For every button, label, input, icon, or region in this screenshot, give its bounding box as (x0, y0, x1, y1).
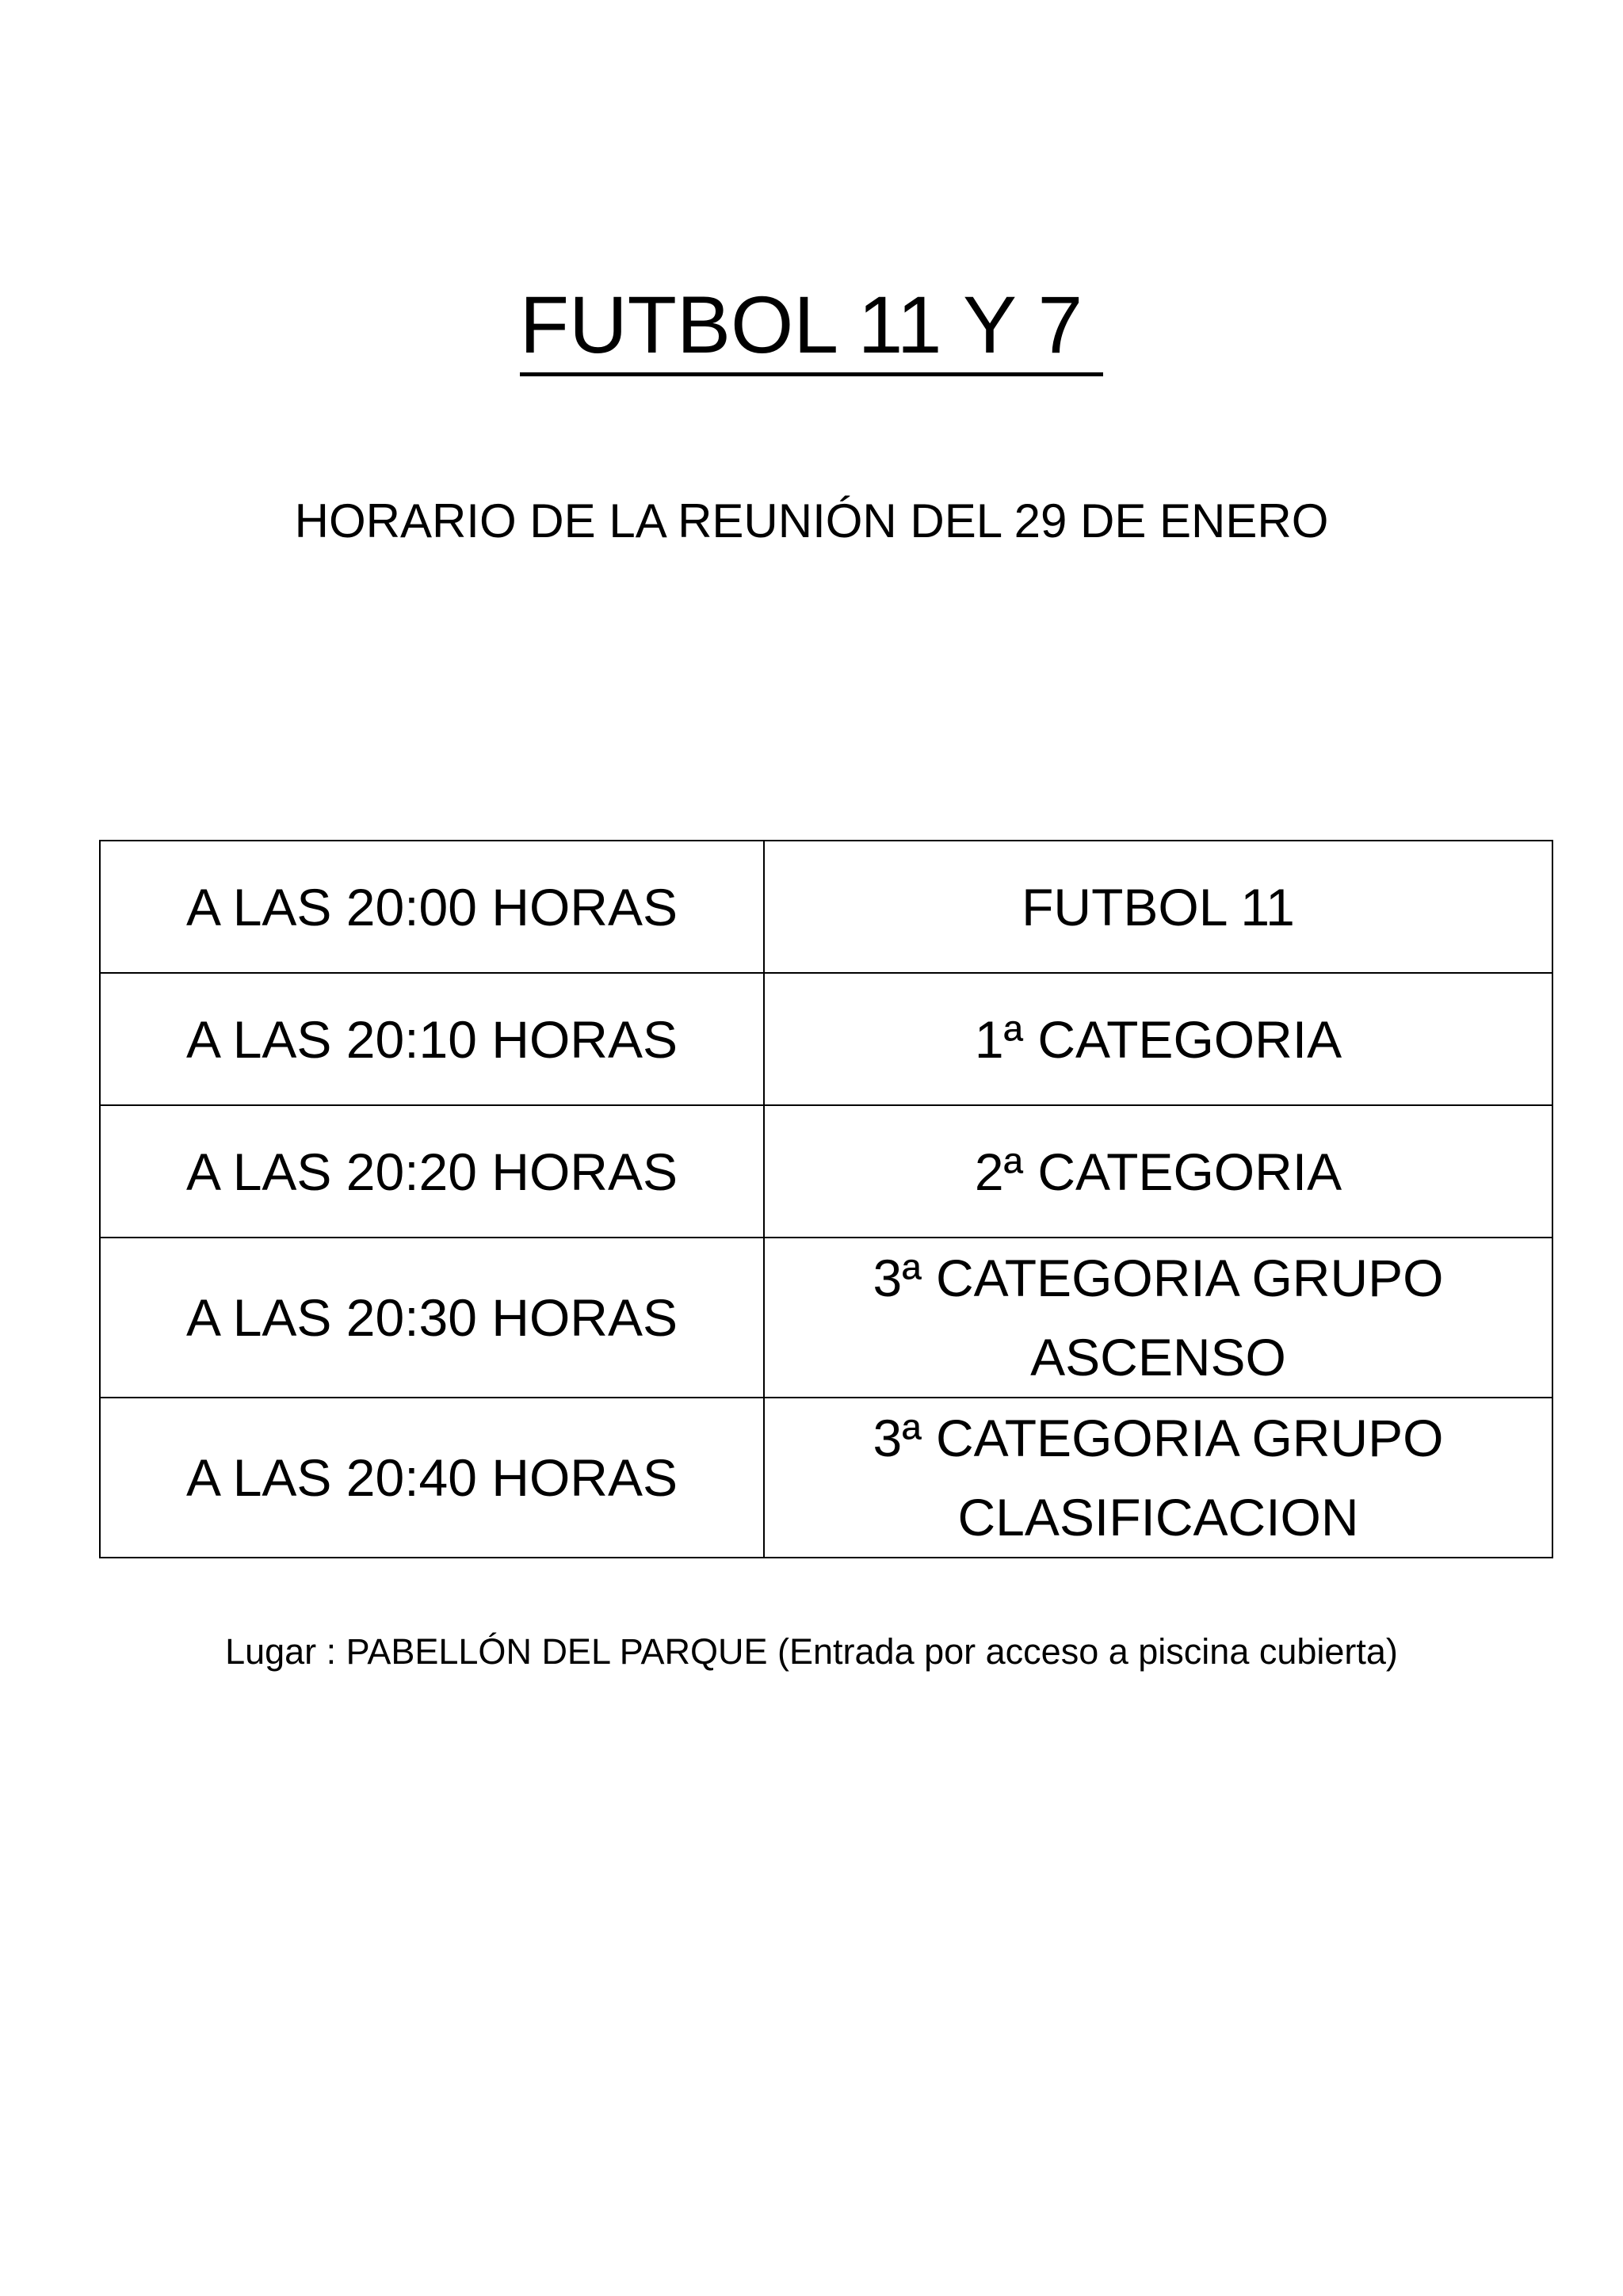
category-cell: 2ª CATEGORIA (764, 1105, 1552, 1238)
page-title (0, 273, 1623, 376)
location-note: Lugar : PABELLÓN DEL PARQUE (Entrada por acceso a piscina cubierta) (225, 1631, 1398, 1672)
page-subtitle: HORARIO DE LA REUNIÓN DEL 29 DE ENERO (294, 494, 1329, 547)
time-cell: A LAS 20:00 HORAS (100, 841, 764, 973)
time-cell: A LAS 20:40 HORAS (100, 1398, 764, 1558)
category-cell (764, 1238, 1552, 1398)
time-cell: A LAS 20:10 HORAS (100, 973, 764, 1105)
category-line: ASCENSO (1030, 1328, 1286, 1386)
schedule-table (99, 840, 1553, 1558)
category-line: CLASIFICACION (957, 1488, 1359, 1547)
table-row (100, 1398, 1552, 1558)
category-cell: FUTBOL 11 (764, 841, 1552, 973)
table-row (100, 973, 1552, 1105)
table-row (100, 841, 1552, 973)
category-cell: 1ª CATEGORIA (764, 973, 1552, 1105)
page-title-text: FUTBOL 11 Y 7 (520, 280, 1104, 376)
table-row (100, 1105, 1552, 1238)
category-line: 3ª CATEGORIA GRUPO (873, 1409, 1444, 1467)
time-cell: A LAS 20:20 HORAS (100, 1105, 764, 1238)
category-cell (764, 1398, 1552, 1558)
table-row (100, 1238, 1552, 1398)
category-line: 3ª CATEGORIA GRUPO (873, 1249, 1444, 1307)
time-cell: A LAS 20:30 HORAS (100, 1238, 764, 1398)
